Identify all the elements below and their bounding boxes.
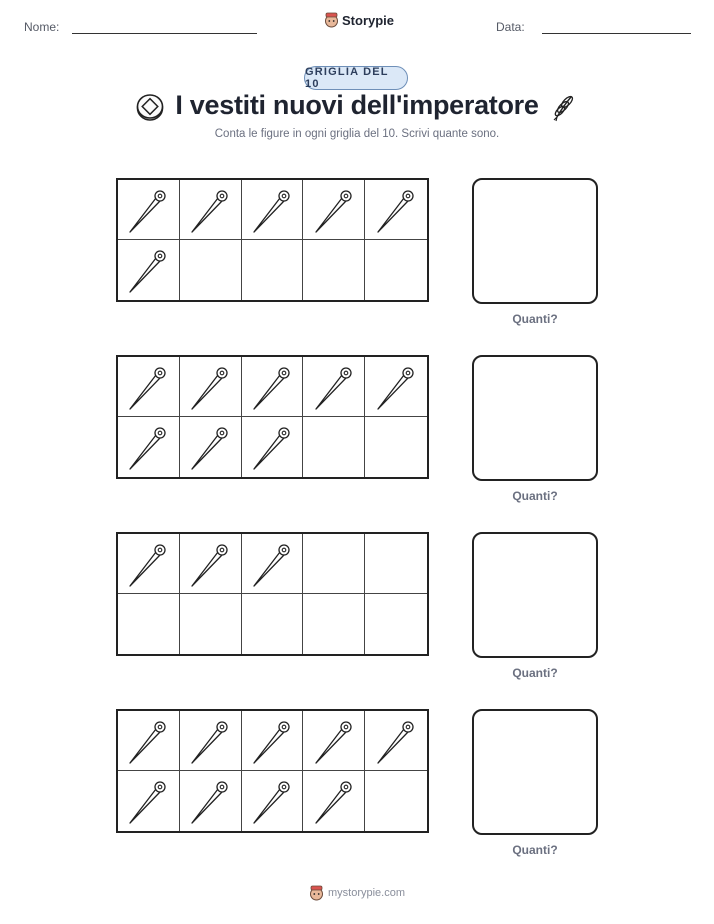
needle-icon (126, 421, 170, 473)
needle-icon (188, 715, 232, 767)
grid-cell (242, 357, 304, 417)
ten-frame-grid (116, 355, 429, 479)
needle-icon (312, 361, 356, 413)
needle-icon (126, 715, 170, 767)
needle-icon (312, 775, 356, 827)
grid-cell (303, 417, 365, 477)
grid-cell (118, 594, 180, 654)
date-label: Data: (496, 20, 525, 34)
grid-cell (303, 711, 365, 771)
grid-cell (242, 534, 304, 594)
name-label: Nome: (24, 20, 60, 34)
grid-cell (118, 357, 180, 417)
needle-icon (188, 775, 232, 827)
grid-cell (118, 180, 180, 240)
grid-cell (242, 417, 304, 477)
grid-cell (180, 711, 242, 771)
grid-cell (180, 534, 242, 594)
grid-cell (118, 771, 180, 831)
storypie-mascot-icon (324, 12, 339, 28)
needle-icon (188, 421, 232, 473)
grid-cell (118, 240, 180, 300)
grid-cell (180, 771, 242, 831)
answer-label: Quanti? (512, 489, 558, 503)
grid-cell (242, 711, 304, 771)
needle-icon (250, 715, 294, 767)
needle-icon (250, 775, 294, 827)
answer-label: Quanti? (512, 666, 558, 680)
grid-cell (365, 417, 427, 477)
needle-icon (188, 361, 232, 413)
grid-cell (242, 240, 304, 300)
grid-cell (303, 594, 365, 654)
grid-cell (365, 240, 427, 300)
needle-icon (312, 184, 356, 236)
grid-cell (180, 594, 242, 654)
needle-icon (374, 715, 418, 767)
needle-icon (126, 184, 170, 236)
grid-cell (242, 594, 304, 654)
answer-label: Quanti? (512, 843, 558, 857)
grid-cell (303, 240, 365, 300)
page-title: I vestiti nuovi dell'imperatore (175, 90, 539, 120)
grid-cell (365, 594, 427, 654)
grid-cell (180, 240, 242, 300)
grid-cell (365, 180, 427, 240)
needle-icon (188, 184, 232, 236)
grid-cell (303, 534, 365, 594)
grid-cell (180, 180, 242, 240)
answer-box[interactable] (472, 355, 598, 481)
grid-cell (180, 417, 242, 477)
grid-cell (180, 357, 242, 417)
grid-cell (365, 711, 427, 771)
grid-cell (242, 771, 304, 831)
grid-cell (365, 534, 427, 594)
needle-icon (250, 361, 294, 413)
grid-cell (365, 771, 427, 831)
grid-cell (118, 417, 180, 477)
needle-icon (250, 421, 294, 473)
needle-icon (126, 244, 170, 296)
answer-label: Quanti? (512, 312, 558, 326)
grid-cell (365, 357, 427, 417)
needle-icon (250, 184, 294, 236)
thread-skein-icon (549, 92, 579, 122)
ten-frame-grid (116, 709, 429, 833)
topic-badge: GRIGLIA DEL 10 (304, 66, 408, 90)
footer (0, 885, 714, 901)
date-line[interactable] (542, 33, 691, 34)
answer-box[interactable] (472, 532, 598, 658)
answer-box[interactable] (472, 178, 598, 304)
needle-icon (312, 715, 356, 767)
needle-icon (126, 361, 170, 413)
needle-icon (126, 775, 170, 827)
grid-cell (242, 180, 304, 240)
instructions: Conta le figure in ogni griglia del 10. Scrivi quante sono. (214, 128, 500, 140)
grid-cell (303, 180, 365, 240)
grid-cell (303, 771, 365, 831)
ten-frame-grid (116, 178, 429, 302)
footer-url: mystorypie.com (327, 887, 406, 899)
needle-icon (374, 361, 418, 413)
needle-icon (188, 538, 232, 590)
grid-cell (118, 534, 180, 594)
grid-cell (303, 357, 365, 417)
needle-icon (250, 538, 294, 590)
brand-name: Storypie (342, 12, 395, 28)
answer-box[interactable] (472, 709, 598, 835)
name-line[interactable] (72, 33, 257, 34)
brand-logo (324, 12, 394, 28)
grid-cell (118, 711, 180, 771)
needle-icon (374, 184, 418, 236)
ten-frame-grid (116, 532, 429, 656)
needle-icon (126, 538, 170, 590)
storypie-mascot-icon (309, 885, 324, 901)
